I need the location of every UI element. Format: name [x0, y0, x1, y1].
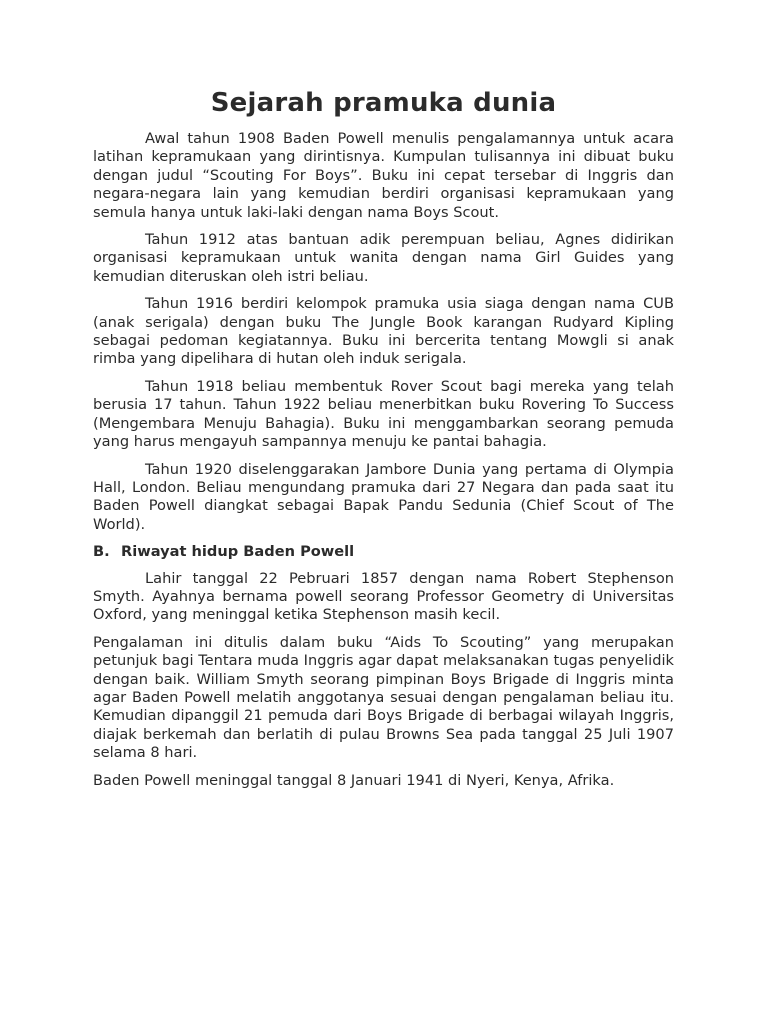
paragraph-birth: Lahir tanggal 22 Pebruari 1857 dengan nama Robert Stephenson Smyth. Ayahnya bernama powell seorang Professor Geometry di Universitas Oxford, yang meninggal ketika Stephenson masih kecil. — [93, 569, 674, 624]
document-title: Sejarah pramuka dunia — [210, 88, 557, 118]
paragraph-aids-to-scouting: Pengalaman ini ditulis dalam buku “Aids To Scouting” yang merupakan petunjuk bagi Tentara muda Inggris agar dapat melaksanakan tugas penyelidik dengan baik. William Smyth seorang pimpinan Boys Brigade di Inggris minta agar Baden Powell melatih anggotanya sesuai dengan pengalaman beliau itu. Kemudian dipanggil 21 pemuda dari Boys Brigade di berbagai wilayah Inggris, diajak berkemah dan berlatih di pulau Browns Sea pada tanggal 25 Juli 1907 selama 8 hari. — [93, 633, 674, 762]
section-b-title: Riwayat hidup Baden Powell — [121, 543, 355, 561]
section-b-number: B. — [93, 543, 110, 561]
section-b-heading — [93, 543, 674, 561]
paragraph-death: Baden Powell meninggal tanggal 8 Januari 1941 di Nyeri, Kenya, Afrika. — [93, 771, 615, 789]
document-page — [93, 84, 674, 799]
paragraph-1908: Awal tahun 1908 Baden Powell menulis pengalamannya untuk acara latihan kepramukaan yang dirintisnya. Kumpulan tulisannya ini dibuat buku dengan judul “Scouting For Boys”. Buku ini cepat tersebar di Inggris dan negara-negara lain yang kemudian berdiri organisasi kepramukaan yang semula hanya untuk laki-laki dengan nama Boys Scout. — [93, 130, 674, 221]
paragraph-1912: Tahun 1912 atas bantuan adik perempuan beliau, Agnes didirikan organisasi kepramukaan untuk wanita dengan nama Girl Guides yang kemudian diteruskan oleh istri beliau. — [93, 231, 674, 285]
paragraph-1920: Tahun 1920 diselenggarakan Jambore Dunia yang pertama di Olympia Hall, London. Beliau mengundang pramuka dari 27 Negara dan pada saat itu Baden Powell diangkat sebagai Bapak Pandu Sedunia (Chief Scout of The World). — [93, 460, 674, 533]
paragraph-1916: Tahun 1916 berdiri kelompok pramuka usia siaga dengan nama CUB (anak serigala) dengan buku The Jungle Book karangan Rudyard Kipling sebagai pedoman kegiatannya. Buku ini bercerita tentang Mowgli si anak rimba yang dipelihara di hutan oleh induk serigala. — [93, 295, 674, 368]
paragraph-1918: Tahun 1918 beliau membentuk Rover Scout bagi mereka yang telah berusia 17 tahun. Tahun 1922 beliau menerbitkan buku Rovering To Success (Mengembara Menuju Bahagia). Buku ini menggambarkan seorang pemuda yang harus mengayuh sampannya menuju ke pantai bahagia. — [93, 377, 674, 451]
